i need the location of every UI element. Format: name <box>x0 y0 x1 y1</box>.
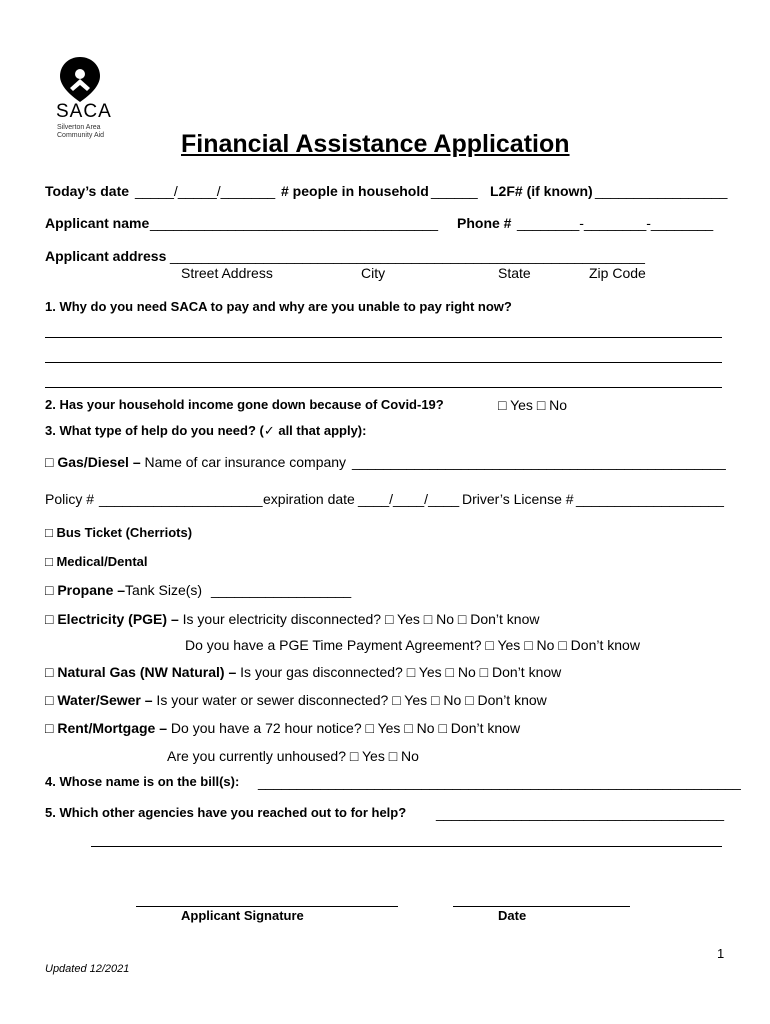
medical-dental-checkbox[interactable]: □ Medical/Dental <box>45 554 148 569</box>
car-insurance-field[interactable]: ________________________________________________ <box>352 454 726 470</box>
unhoused-question[interactable]: Are you currently unhoused? □ Yes □ No <box>167 748 419 764</box>
bus-ticket-checkbox[interactable]: □ Bus Ticket (Cherriots) <box>45 525 193 540</box>
notice-question[interactable]: Do you have a 72 hour notice? □ Yes □ No □ Don’t know <box>167 720 521 736</box>
question-1: 1. Why do you need SACA to pay and why are you unable to pay right now? <box>45 299 512 314</box>
address-sub-street: Street Address <box>181 265 273 281</box>
l2f-field[interactable]: _________________ <box>595 183 728 199</box>
gas-diesel-checkbox[interactable]: □ Gas/Diesel – <box>45 454 141 470</box>
agencies-continuation-line[interactable] <box>91 846 722 847</box>
drivers-license-label: Driver’s License # <box>462 491 574 507</box>
applicant-name-field[interactable]: _____________________________________ <box>150 215 439 231</box>
tank-size-label: Tank Size(s) <box>125 582 203 598</box>
gas-diesel-text: Name of car insurance company <box>140 454 347 470</box>
phone-field[interactable]: ________-________-________ <box>517 215 714 231</box>
applicant-address-field[interactable]: _____________________________________________________________ <box>170 248 645 264</box>
logo-tagline: Silverton Area Community Aid <box>57 124 105 139</box>
page-title: Financial Assistance Application <box>181 130 570 158</box>
applicant-name-label: Applicant name <box>45 215 150 231</box>
tank-size-field[interactable]: __________________ <box>211 582 352 598</box>
expiration-date-field[interactable]: ____/____/____ <box>358 491 460 507</box>
bill-name-field[interactable]: ______________________________________________________________ <box>258 774 741 790</box>
phone-label: Phone # <box>457 215 512 231</box>
address-sub-zip: Zip Code <box>589 265 646 281</box>
address-sub-city: City <box>361 265 386 281</box>
logo-name: SACA <box>56 101 112 122</box>
signature-line[interactable] <box>136 906 398 907</box>
policy-field[interactable]: _____________________ <box>99 491 263 507</box>
answer-line[interactable] <box>45 362 722 363</box>
electricity-checkbox[interactable]: □ Electricity (PGE) – <box>45 611 179 627</box>
rent-mortgage-checkbox[interactable]: □ Rent/Mortgage – <box>45 720 168 736</box>
propane-checkbox[interactable]: □ Propane – <box>45 582 126 598</box>
expiration-date-label: expiration date <box>263 491 355 507</box>
l2f-label: L2F# (if known) <box>490 183 593 199</box>
pge-agreement-question[interactable]: Do you have a PGE Time Payment Agreement? □ Yes □ No □ Don’t know <box>185 637 640 653</box>
question-5: 5. Which other agencies have you reached out to for help? <box>45 805 407 820</box>
question-3: 3. What type of help do you need? (✓ all that apply): <box>45 423 367 438</box>
policy-label: Policy # <box>45 491 95 507</box>
updated-date: Updated 12/2021 <box>45 963 130 975</box>
natural-gas-checkbox[interactable]: □ Natural Gas (NW Natural) – <box>45 664 237 680</box>
answer-line[interactable] <box>45 387 722 388</box>
covid-yes-no-checkboxes[interactable]: □ Yes □ No <box>498 397 568 413</box>
address-sub-state: State <box>498 265 531 281</box>
signature-date-label: Date <box>498 908 527 923</box>
people-household-field[interactable]: ______ <box>431 183 478 199</box>
todays-date-label: Today’s date <box>45 183 130 199</box>
answer-line[interactable] <box>45 337 722 338</box>
drivers-license-field[interactable]: ___________________ <box>576 491 724 507</box>
people-household-label: # people in household <box>281 183 429 199</box>
agencies-field[interactable]: _____________________________________ <box>436 805 725 821</box>
todays-date-field[interactable]: _____/_____/_______ <box>135 183 276 199</box>
applicant-address-label: Applicant address <box>45 248 167 264</box>
electricity-question[interactable]: Is your electricity disconnected? □ Yes □ No □ Don’t know <box>178 611 540 627</box>
date-signature-line[interactable] <box>453 906 630 907</box>
water-sewer-checkbox[interactable]: □ Water/Sewer – <box>45 692 153 708</box>
applicant-signature-label: Applicant Signature <box>181 908 304 923</box>
question-4: 4. Whose name is on the bill(s): <box>45 774 240 789</box>
water-disconnected-question[interactable]: Is your water or sewer disconnected? □ Yes □ No □ Don’t know <box>152 692 547 708</box>
page-number: 1 <box>717 946 725 961</box>
gas-disconnected-question[interactable]: Is your gas disconnected? □ Yes □ No □ Don’t know <box>236 664 562 680</box>
question-2: 2. Has your household income gone down because of Covid-19? <box>45 397 444 412</box>
